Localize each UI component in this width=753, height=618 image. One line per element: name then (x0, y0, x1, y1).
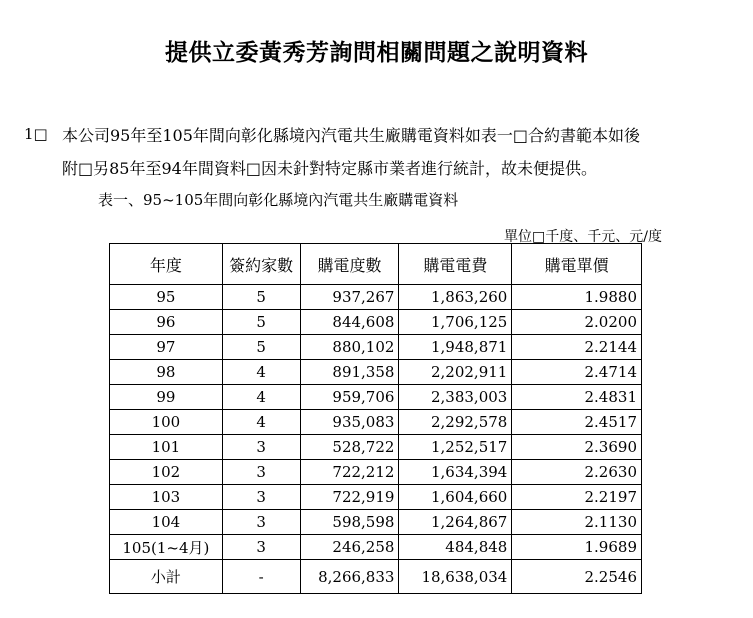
cell-purchase-kwh: 528,722 (300, 435, 399, 460)
table-row (110, 335, 642, 360)
table-row (110, 285, 642, 310)
cell-purchase-cost: 1,604,660 (399, 485, 512, 510)
cell-purchase-kwh: 722,919 (300, 485, 399, 510)
table-row (110, 435, 642, 460)
cell-total-contract-count: - (222, 560, 300, 594)
table-row (110, 310, 642, 335)
cell-total-purchase-cost: 18,638,034 (399, 560, 512, 594)
cell-unit-price: 2.4831 (512, 385, 642, 410)
cell-purchase-cost: 2,292,578 (399, 410, 512, 435)
header-contract-count: 簽約家數 (222, 244, 300, 285)
cell-total-label: 小計 (110, 560, 223, 594)
table-row (110, 485, 642, 510)
cell-unit-price: 2.4714 (512, 360, 642, 385)
cell-year: 95 (110, 285, 223, 310)
cell-year: 103 (110, 485, 223, 510)
cell-purchase-cost: 1,948,871 (399, 335, 512, 360)
cell-purchase-cost: 1,863,260 (399, 285, 512, 310)
cell-unit-price: 2.3690 (512, 435, 642, 460)
cell-purchase-kwh: 880,102 (300, 335, 399, 360)
cell-contract-count: 4 (222, 410, 300, 435)
table-total-row (110, 560, 642, 594)
cell-year: 101 (110, 435, 223, 460)
cell-contract-count: 3 (222, 435, 300, 460)
cell-purchase-kwh: 935,083 (300, 410, 399, 435)
cell-purchase-cost: 2,383,003 (399, 385, 512, 410)
cell-purchase-cost: 1,706,125 (399, 310, 512, 335)
cell-unit-price: 2.0200 (512, 310, 642, 335)
cell-unit-price: 2.4517 (512, 410, 642, 435)
item-number: 1□ (24, 125, 48, 143)
cell-purchase-kwh: 598,598 (300, 510, 399, 535)
paragraph-line-2: 附□另85年至94年間資料□因未針對特定縣市業者進行統計，故未便提供。 (62, 159, 597, 178)
cell-unit-price: 2.2630 (512, 460, 642, 485)
cell-year: 98 (110, 360, 223, 385)
cell-contract-count: 4 (222, 360, 300, 385)
cell-purchase-kwh: 246,258 (300, 535, 399, 560)
cell-unit-price: 2.2197 (512, 485, 642, 510)
header-year: 年度 (110, 244, 223, 285)
cell-unit-price: 1.9689 (512, 535, 642, 560)
unit-label: 單位□千度、千元、元/度 (504, 229, 662, 245)
cell-purchase-cost: 1,264,867 (399, 510, 512, 535)
cell-contract-count: 3 (222, 485, 300, 510)
cell-year: 105(1~4月) (110, 535, 223, 560)
cell-purchase-kwh: 891,358 (300, 360, 399, 385)
cell-year: 96 (110, 310, 223, 335)
table-row (110, 460, 642, 485)
cell-unit-price: 1.9880 (512, 285, 642, 310)
table-row (110, 535, 642, 560)
cell-contract-count: 3 (222, 510, 300, 535)
cell-purchase-kwh: 722,212 (300, 460, 399, 485)
cell-total-purchase-kwh: 8,266,833 (300, 560, 399, 594)
cell-purchase-kwh: 937,267 (300, 285, 399, 310)
cell-contract-count: 3 (222, 535, 300, 560)
cell-purchase-cost: 2,202,911 (399, 360, 512, 385)
table-row (110, 360, 642, 385)
cell-contract-count: 5 (222, 310, 300, 335)
table-row (110, 385, 642, 410)
document-title: 提供立委黃秀芳詢問相關問題之說明資料 (165, 40, 588, 66)
cell-contract-count: 5 (222, 285, 300, 310)
cell-year: 99 (110, 385, 223, 410)
table-row (110, 410, 642, 435)
cell-purchase-cost: 484,848 (399, 535, 512, 560)
header-purchase-cost: 購電電費 (399, 244, 512, 285)
cell-total-unit-price: 2.2546 (512, 560, 642, 594)
table-caption: 表一、95~105年間向彰化縣境內汽電共生廠購電資料 (98, 191, 459, 209)
cell-purchase-cost: 1,252,517 (399, 435, 512, 460)
cell-year: 104 (110, 510, 223, 535)
paragraph-line-1: 本公司95年至105年間向彰化縣境內汽電共生廠購電資料如表一□合約書範本如後 (62, 126, 641, 145)
cell-purchase-cost: 1,634,394 (399, 460, 512, 485)
cell-unit-price: 2.1130 (512, 510, 642, 535)
header-unit-price: 購電單價 (512, 244, 642, 285)
cell-contract-count: 3 (222, 460, 300, 485)
cell-year: 100 (110, 410, 223, 435)
cell-contract-count: 4 (222, 385, 300, 410)
cell-year: 97 (110, 335, 223, 360)
table-header-row (110, 244, 642, 285)
purchase-data-table (109, 243, 642, 594)
cell-purchase-kwh: 844,608 (300, 310, 399, 335)
table-row (110, 510, 642, 535)
cell-contract-count: 5 (222, 335, 300, 360)
cell-unit-price: 2.2144 (512, 335, 642, 360)
cell-year: 102 (110, 460, 223, 485)
header-purchase-kwh: 購電度數 (300, 244, 399, 285)
cell-purchase-kwh: 959,706 (300, 385, 399, 410)
